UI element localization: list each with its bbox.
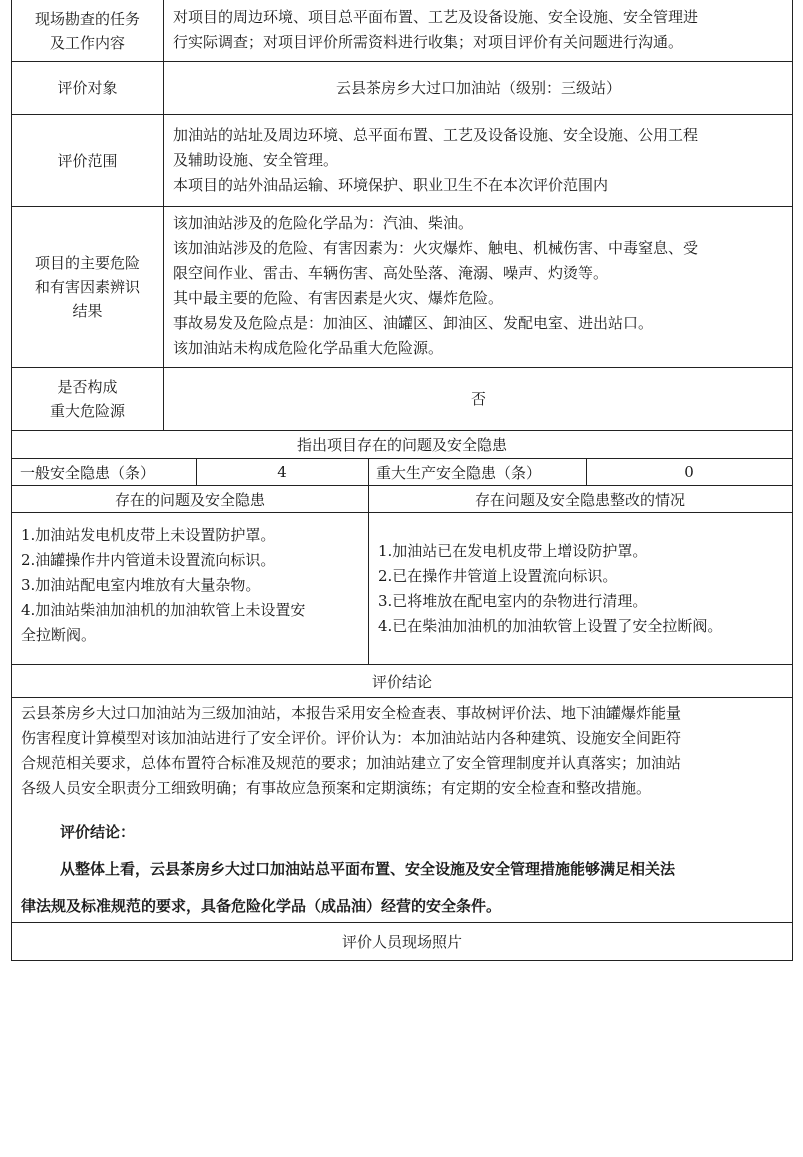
hazards-value [164,207,792,367]
hazards-row [11,207,793,368]
scope-row [11,115,793,207]
issues-left-header: 存在的问题及安全隐患 [114,490,265,509]
hazards-label [12,207,164,367]
object-row [11,62,793,115]
issue-item: 4.加油站柴油加油机的加油软管上未设置安 [21,601,306,619]
issues-header: 指出项目存在的问题及安全隐患 [296,436,507,454]
survey-row [11,0,793,62]
issues-header-row [11,431,793,459]
conclusion-line: 云县茶房乡大过口加油站为三级加油站，本报告采用安全检查表、事故树评价法、地下油罐爆炸能量 [21,704,682,722]
conclusion-bold-line: 律法规及标准规范的要求，具备危险化学品（成品油）经营的安全条件。 [21,897,502,915]
evaluation-form-table [11,0,793,961]
survey-value-line: 对项目的周边环境、项目总平面布置、工艺及设备设施、安全设施、安全管理进 [173,8,699,26]
conclusion-body-row [11,698,793,923]
hazards-value-line: 该加油站涉及的危险化学品为：汽油、柴油。 [173,214,474,232]
survey-value [164,0,792,61]
general-hazard-label: 一般安全隐患（条） [20,463,156,482]
issues-right-header: 存在问题及安全隐患整改的情况 [474,490,685,509]
survey-label-line: 及工作内容 [49,33,125,52]
hazards-value-line: 限空间作业、雷击、车辆伤害、高处坠落、淹溺、噪声、灼烫等。 [173,264,609,282]
major-hazard-row [11,368,793,431]
rectification-item: 3.已将堆放在配电室内的杂物进行清理。 [378,591,648,610]
conclusion-line: 合规范相关要求，总体布置符合标准及规范的要求；加油站建立了安全管理制度并认真落实；加油站 [21,754,682,772]
conclusion-line: 各级人员安全职责分工细致明确；有事故应急预案和定期演练；有定期的安全检查和整改措施。 [21,779,652,797]
issue-item: 2.油罐操作井内管道未设置流向标识。 [21,551,276,569]
hazards-value-line: 事故易发及危险点是：加油区、油罐区、卸油区、发配电室、进出站口。 [173,314,654,332]
conclusion-line: 伤害程度计算模型对该加油站进行了安全评价。评价认为：本加油站站内各种建筑、设施安全间距符 [21,729,682,747]
photos-header-row [11,923,793,961]
hazards-value-line: 该加油站未构成危险化学品重大危险源。 [173,339,444,357]
major-hazard-label-line: 是否构成 [57,378,118,396]
survey-label-line: 现场勘查的任务 [34,9,140,28]
survey-label [12,0,164,61]
hazards-label-line: 结果 [72,302,103,320]
counts-row [11,459,793,486]
scope-value [164,115,792,206]
rectification-list [369,513,792,664]
rectification-item: 2.已在操作井管道上设置流向标识。 [378,566,618,585]
conclusion-bold-label: 评价结论： [60,823,136,841]
issue-item: 全拉断阀。 [21,626,97,644]
hazards-value-line: 其中最主要的危险、有害因素是火灾、爆炸危险。 [173,289,504,307]
issues-list-row [11,513,793,665]
issues-subheader-row [11,486,793,513]
hazards-value-line: 该加油站涉及的危险、有害因素为：火灾爆炸、触电、机械伤害、中毒窒息、受 [173,239,699,257]
survey-value-line: 行实际调查；对项目评价所需资料进行收集；对项目评价有关问题进行沟通。 [173,33,684,51]
conclusion-header-row [11,665,793,698]
rectification-item: 1.加油站已在发电机皮带上增设防护罩。 [378,541,648,560]
conclusion-bold-line: 从整体上看，云县茶房乡大过口加油站总平面布置、安全设施及安全管理措施能够满足相关法 [60,860,676,878]
scope-value-line: 及辅助设施、安全管理。 [173,151,339,169]
major-production-hazard-label: 重大生产安全隐患（条） [376,463,542,482]
scope-label: 评价范围 [12,115,164,206]
major-hazard-value: 否 [470,389,486,408]
scope-value-line: 本项目的站外油品运输、环境保护、职业卫生不在本次评价范围内 [173,176,609,194]
issue-item: 3.加油站配电室内堆放有大量杂物。 [21,576,261,594]
major-production-hazard-value: 0 [684,463,694,481]
conclusion-paragraph [12,698,792,801]
hazards-label-line: 和有害因素辨识 [34,278,140,296]
conclusion-header: 评价结论 [371,672,432,691]
major-hazard-label [12,368,164,430]
rectification-item: 4.已在柴油加油机的加油软管上设置了安全拉断阀。 [378,616,723,635]
object-value: 云县茶房乡大过口加油站（级别：三级站） [335,78,621,97]
scope-value-line: 加油站的站址及周边环境、总平面布置、工艺及设备设施、安全设施、公用工程 [173,126,699,144]
photos-header: 评价人员现场照片 [341,933,462,951]
issues-list [12,513,368,664]
object-label: 评价对象 [12,62,164,114]
major-hazard-label-line: 重大危险源 [49,402,125,420]
hazards-label-line: 项目的主要危险 [34,254,140,272]
general-hazard-value: 4 [277,463,287,481]
issue-item: 1.加油站发电机皮带上未设置防护罩。 [21,526,276,544]
